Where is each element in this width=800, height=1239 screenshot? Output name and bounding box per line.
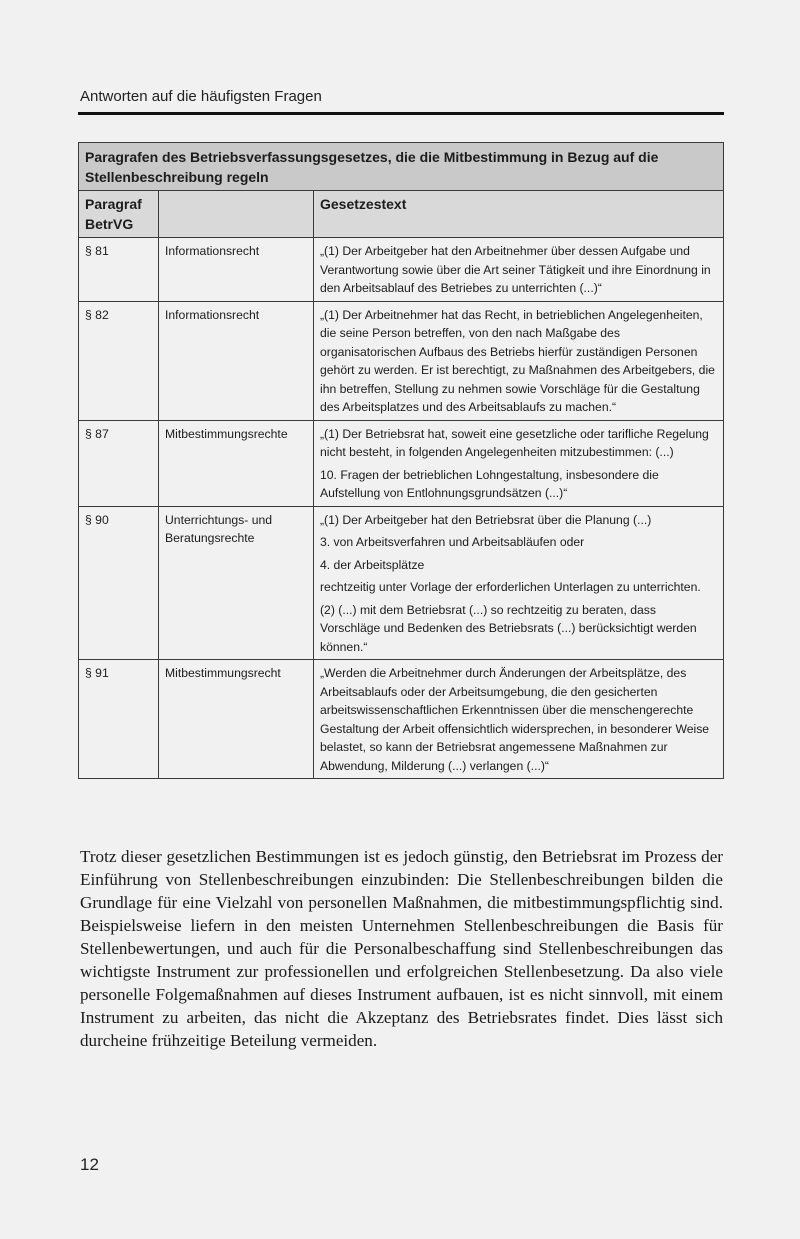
paragraph-number: § 90	[79, 506, 159, 660]
right-type: Informationsrecht	[159, 238, 314, 302]
law-text-paragraph: „(1) Der Arbeitnehmer hat das Recht, in betrieblichen Angelegenheiten, die seine Person betreffen, von den nach Maßgabe des organisatorischen Aufbaus des Betriebs hierfür zuständigen Personen gehört zu werden. Er ist berechtigt, zu Maßnahmen des Arbeitgebers, die ihn betreffen, Stellung zu nehmen sowie Vorschläge für die Gestaltung des Arbeitsplatzes und des Arbeitsablaufs zu machen.“	[320, 307, 715, 414]
law-text	[314, 506, 724, 660]
law-text-paragraph: (2) (...) mit dem Betriebsrat (...) so rechtzeitig zu beraten, dass Vorschläge und Bedenken des Betriebsrats (...) berücksichtigt werden können.“	[320, 602, 697, 654]
table-header-row	[79, 191, 724, 238]
law-text-paragraph: „(1) Der Arbeitgeber hat den Arbeitnehmer über dessen Aufgabe und Verantwortung sowie über die Art seiner Tätigkeit und ihre Einordnung in den Arbeitsablauf des Betriebes zu unterrichten (...)“	[320, 244, 711, 295]
right-type: Unterrichtungs- und Beratungsrechte	[159, 506, 314, 660]
table-row	[79, 506, 724, 660]
column-header-recht	[159, 191, 314, 238]
law-text-paragraph: „Werden die Arbeitnehmer durch Änderungen der Arbeitsplätze, des Arbeitsablaufs oder der Arbeitsumgebung, die den gesicherten arbeitswissenschaftlichen Erkenntnissen über die menschengerechte Gestaltung der Arbeit offensichtlich widersprechen, in besonderer Weise belastet, so kann der Betriebsrat angemessene Maßnahmen zur Abwendung, Milderung (...) verlangen (...)“	[320, 666, 710, 773]
column-header-paragraf: Paragraf BetrVG	[79, 191, 159, 238]
paragraph-number: § 81	[79, 238, 159, 302]
table-row	[79, 301, 724, 420]
right-type: Mitbestimmungsrecht	[159, 660, 314, 779]
header-rule	[78, 112, 724, 115]
paragraph-number: § 82	[79, 301, 159, 420]
law-text	[314, 660, 724, 779]
law-text-paragraph: rechtzeitig unter Vorlage der erforderlichen Unterlagen zu unterrichten.	[320, 580, 701, 594]
right-type: Informationsrecht	[159, 301, 314, 420]
law-text	[314, 238, 724, 302]
table-body	[79, 238, 724, 779]
body-paragraph: Trotz dieser gesetzlichen Bestimmungen ist es jedoch günstig, den Betriebsrat im Prozess der Einführung von Stellenbeschreibungen einzubinden: Die Stellenbeschreibungen bilden die Grundlage für eine Vielzahl von personellen Maßnahmen, die mitbestimmungspflichtig sind. Beispielsweise liefern in den meisten Unternehmen Stellenbeschreibungen die Basis für Stellenbewertungen, und auch für die Personalbeschaffung sind Stellenbeschreibungen das wichtigste Instrument zur professionellen und erfolgreichen Stellenbesetzung. Da also viele personelle Folgemaßnahmen auf dieses Instrument aufbauen, ist es nicht sinnvoll, mit einem Instrument zu arbeiten, das nicht die Akzeptanz des Betriebsrates findet. Dies lässt sich durcheine frühzeitige Beteilung vermeiden.	[80, 847, 723, 1050]
right-type: Mitbestimmungsrechte	[159, 420, 314, 506]
table-caption: Paragrafen des Betriebsverfassungsgesetzes, die die Mitbestimmung in Bezug auf die Stellenbeschreibung regeln	[79, 143, 724, 191]
law-text-paragraph: „(1) Der Arbeitgeber hat den Betriebsrat über die Planung (...)	[320, 512, 652, 527]
running-head: Antworten auf die häufigsten Fragen	[80, 88, 322, 105]
law-text-paragraph: 10. Fragen der betrieblichen Lohngestaltung, insbesondere die Aufstellung von Entlohnungsgrundsätzen (...)“	[320, 467, 659, 500]
law-text-paragraph: 3. von Arbeitsverfahren und Arbeitsabläufen oder	[320, 535, 585, 549]
paragraph-table	[78, 142, 724, 779]
law-text-paragraph: „(1) Der Betriebsrat hat, soweit eine gesetzliche oder tarifliche Regelung nicht besteht, in folgenden Angelegenheiten mitzubestimmen: (...)	[320, 426, 709, 459]
paragraph-number: § 91	[79, 660, 159, 779]
table-row	[79, 238, 724, 302]
law-text	[314, 420, 724, 506]
paragraph-number: § 87	[79, 420, 159, 506]
table-row	[79, 660, 724, 779]
law-text-paragraph: 4. der Arbeitsplätze	[320, 557, 425, 572]
column-header-gesetzestext: Gesetzestext	[314, 191, 724, 238]
law-text	[314, 301, 724, 420]
page-number: 12	[80, 1155, 99, 1174]
table-row	[79, 420, 724, 506]
